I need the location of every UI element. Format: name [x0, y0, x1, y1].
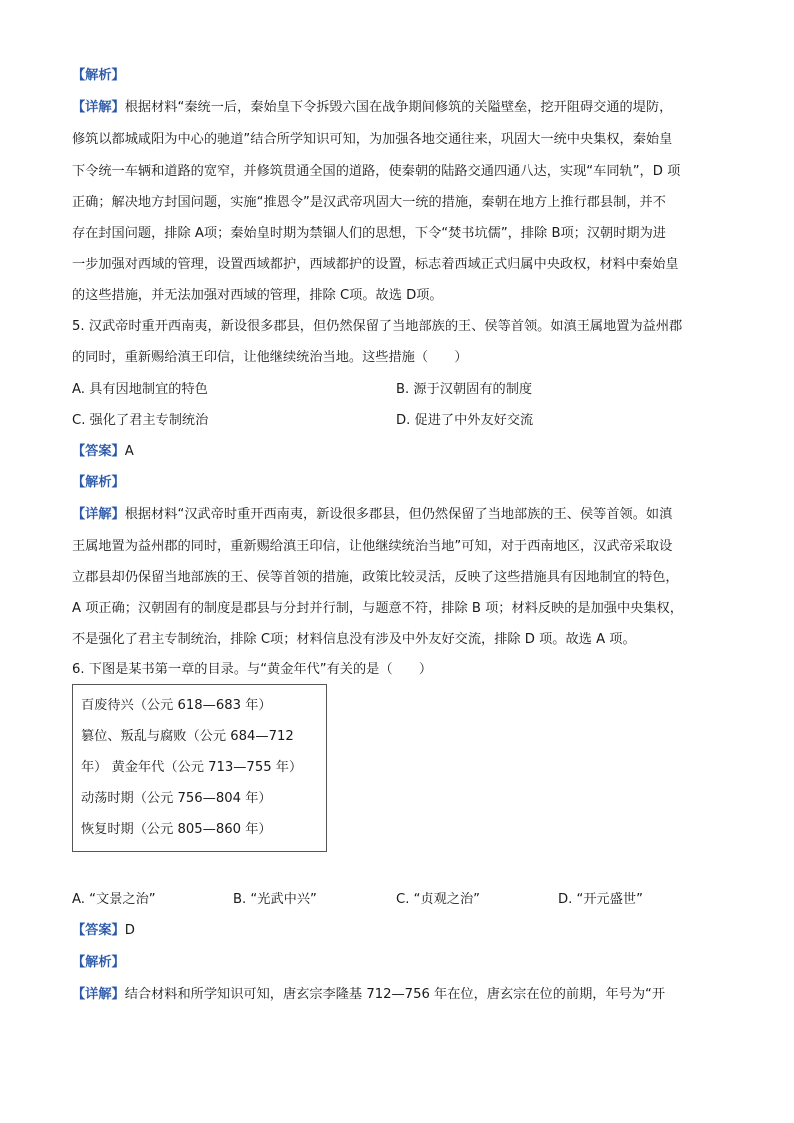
q4-analysis-heading: [72, 66, 125, 86]
q5-detail-line-4: A 项正确；汉朝固有的制度是郡县与分封并行制，与题意不符，排除 B 项；材料反映的是加强中央集权，: [72, 601, 683, 616]
q4-detail-line-2: 修筑以都城咸阳为中心的驰道”结合所学知识可知，为加强各地交通往来，巩固大一统中央集权，秦始皇: [72, 132, 673, 147]
analysis-label: 【解析】: [72, 475, 125, 490]
q6-option-b: B. “光武中兴”: [233, 892, 317, 907]
q6-option-d: D. “开元盛世”: [558, 892, 643, 907]
answer-label: 【答案】: [72, 444, 125, 459]
toc-line-5: 恢复时期（公元 805—860 年）: [81, 822, 272, 837]
q6-stem: 6. 下图是某书第一章的目录。与“黄金年代”有关的是（ ）: [72, 662, 433, 677]
detail-label: 【详解】: [72, 100, 125, 115]
toc-line-1: 百废待兴（公元 618—683 年）: [81, 698, 272, 713]
toc-line-4: 动荡时期（公元 756—804 年）: [81, 791, 272, 806]
toc-line-3: 年） 黄金年代（公元 713—755 年）: [81, 760, 303, 775]
q5-detail-line-3: 立郡县却仍保留当地部族的王、侯等首领的措施，政策比较灵活，反映了这些措施具有因地制宜的特色，: [72, 570, 679, 585]
answer-value: D: [124, 923, 135, 938]
q6-detail-text: 结合材料和所学知识可知，唐玄宗李隆基 712—756 年在位，唐玄宗在位的前期，年号为“开: [124, 987, 666, 1002]
answer-value: A: [124, 444, 134, 459]
analysis-label: 【解析】: [72, 955, 125, 970]
q6-answer: [72, 921, 135, 941]
q6-detail-line-1: [72, 985, 665, 1005]
q4-detail-line-7: 的这些措施，并无法加强对西域的管理，排除 C项。故选 D项。: [72, 288, 443, 303]
q4-detail-line-5: 存在封国问题，排除 A项；秦始皇时期为禁锢人们的思想，下令“焚书坑儒”，排除 B项；汉朝时期为进: [72, 226, 666, 241]
q5-stem-line-2: 的同时，重新赐给滇王印信，让他继续统治当地。这些措施（ ）: [72, 350, 468, 365]
q5-detail-line-2: 王属地置为益州郡的同时，重新赐给滇王印信，让他继续统治当地”可知，对于西南地区，汉武帝采取设: [72, 539, 673, 554]
q5-detail-text: 根据材料“汉武帝时重开西南夷，新设很多郡县，但仍然保留了当地部族的王、侯等首领。如滇: [124, 507, 673, 522]
q4-detail-line-6: 一步加强对西域的管理，设置西域都护，西域都护的设置，标志着西域正式归属中央政权，材料中秦始皇: [72, 257, 679, 272]
detail-label: 【详解】: [72, 507, 125, 522]
q6-option-a: A. “文景之治”: [72, 892, 156, 907]
toc-line-2: 篡位、叛乱与腐败（公元 684—712: [81, 729, 294, 744]
q5-analysis-heading: [72, 473, 125, 493]
q5-option-c: C. 强化了君主专制统治: [72, 413, 209, 428]
q4-detail-line-1: [72, 98, 672, 118]
q6-analysis-heading: [72, 953, 125, 973]
q5-option-b: B. 源于汉朝固有的制度: [396, 382, 533, 397]
q4-detail-text: 根据材料“秦统一后，秦始皇下令拆毁六国在战争期间修筑的关隘壁垒，挖开阻碍交通的堤防，: [124, 100, 673, 115]
toc-box: [72, 684, 327, 852]
answer-label: 【答案】: [72, 923, 125, 938]
q5-detail-line-5: 不是强化了君主专制统治，排除 C项；材料信息没有涉及中外友好交流，排除 D 项。故选 A 项。: [72, 632, 636, 647]
q6-option-c: C. “贞观之治”: [396, 892, 481, 907]
q5-stem-line-1: 5. 汉武帝时重开西南夷，新设很多郡县，但仍然保留了当地部族的王、侯等首领。如滇王属地置为益州郡: [72, 319, 683, 334]
q5-option-d: D. 促进了中外友好交流: [396, 413, 534, 428]
q5-detail-line-1: [72, 505, 672, 525]
q5-option-a: A. 具有因地制宜的特色: [72, 382, 208, 397]
q4-detail-line-3: 下令统一车辆和道路的宽窄，并修筑贯通全国的道路，使秦朝的陆路交通四通八达，实现“车同轨”，D 项: [72, 164, 681, 179]
analysis-label: 【解析】: [72, 68, 125, 83]
q5-answer: [72, 442, 134, 462]
q4-detail-line-4: 正确；解决地方封国问题，实施“推恩令”是汉武帝巩固大一统的措施，秦朝在地方上推行郡县制，并不: [72, 195, 666, 210]
detail-label: 【详解】: [72, 987, 125, 1002]
